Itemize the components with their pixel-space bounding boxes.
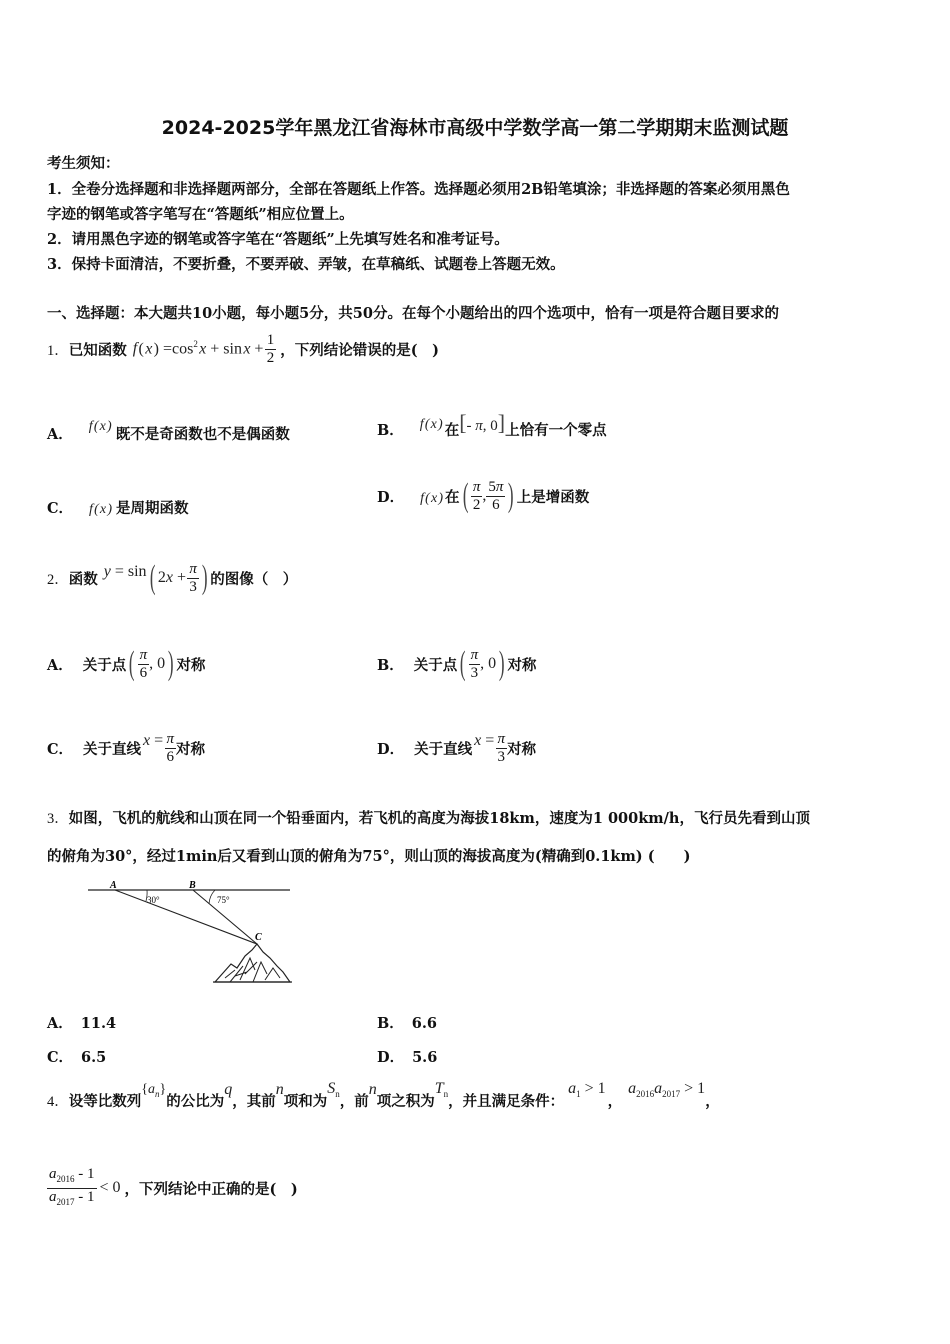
notice-item-1a: 1．全卷分选择题和非选择题两部分，全部在答题纸上作答。选择题必须用2B铅笔填涂；非选择题的答案必须用黑色: [47, 181, 790, 198]
option-2b[interactable]: [377, 640, 536, 688]
option-2d[interactable]: [377, 724, 536, 772]
formula-x: x =: [474, 732, 496, 749]
question-tail: ，下列结论中正确的是( ): [124, 1180, 298, 1198]
sight-line-a: [115, 890, 257, 944]
option-value: 5.6: [412, 1049, 438, 1066]
option-text: 是周期函数: [115, 499, 189, 517]
option-1a[interactable]: [47, 418, 290, 448]
option-pre: 关于点: [82, 656, 127, 674]
option-label: D．: [377, 740, 405, 758]
question-2: [47, 552, 297, 604]
formula-a1: $a_1 > 1$: [568, 1080, 606, 1100]
paren-left: (: [460, 645, 466, 682]
label-c: C: [255, 932, 262, 943]
option-label: B．: [377, 421, 404, 439]
option-2a[interactable]: [47, 640, 205, 688]
mountain-figure: [85, 878, 295, 988]
question-text: 项之积为: [376, 1092, 435, 1110]
option-1b[interactable]: [377, 412, 607, 446]
paren-right: ): [508, 477, 514, 514]
question-text: ，前: [339, 1092, 369, 1110]
question-lead: 设等比数列: [68, 1092, 142, 1110]
option-text: 上恰有一个零点: [505, 421, 607, 439]
question-number: 4．: [47, 1093, 69, 1110]
option-label: B．: [377, 1015, 404, 1032]
paren-left: (: [149, 559, 156, 596]
option-value: 6.5: [81, 1049, 107, 1066]
option-mid: 在: [445, 488, 460, 506]
question-3-line-2: 的俯角为30°，经过1min后又看到山顶的俯角为75°，则山顶的海拔高度为(精确到0.1km) ( ): [47, 848, 691, 865]
formula-frac: $\frac{\pi}{3}$: [189, 560, 197, 595]
notice-item-1b: 字迹的钢笔或答字笔写在“答题纸”相应位置上。: [47, 206, 354, 223]
option-value: 6.6: [411, 1015, 437, 1032]
comma: ，: [705, 1092, 720, 1110]
option-value: 11.4: [80, 1015, 117, 1032]
option-label: D．: [377, 488, 405, 506]
comma: ，: [607, 1092, 623, 1110]
formula-frac: $\frac{5\pi}{6}$: [488, 478, 504, 513]
option-label: A．: [47, 1015, 73, 1032]
question-number: 3．: [47, 811, 69, 827]
option-label: A．: [47, 656, 73, 674]
formula-interval: [- π, 0]: [459, 410, 506, 435]
paren-right: ): [167, 645, 174, 682]
formula-n: n: [368, 1081, 377, 1098]
option-post: 对称: [176, 740, 206, 758]
formula-paren: ( x ) $=\cos^2$ x + sin x +: [137, 339, 265, 358]
formula-fx: f ( x ): [419, 417, 443, 432]
label-a: A: [110, 880, 117, 891]
option-3a[interactable]: [47, 1012, 116, 1033]
paren-left: (: [129, 645, 135, 682]
formula-y: y = sin: [103, 563, 147, 580]
angle-label-75: 75°: [217, 895, 230, 905]
option-label: C．: [47, 1049, 74, 1066]
question-tail: ，下列结论错误的是( ): [280, 341, 440, 359]
formula-half: $\frac{1}{2}$: [266, 331, 275, 366]
option-1c[interactable]: [47, 492, 188, 522]
formula-zero: , 0: [149, 655, 166, 672]
paren-right: ): [498, 645, 505, 682]
formula-f: f: [132, 340, 138, 357]
paren-left: (: [462, 477, 469, 514]
angle-arc-75: [209, 890, 215, 904]
formula-n: n: [275, 1081, 284, 1098]
question-lead: 函数: [68, 570, 98, 588]
formula-frac: $\frac{\pi}{3}$: [497, 730, 506, 765]
option-text: 上是增函数: [516, 488, 590, 506]
formula-sn: $S_n$: [327, 1080, 340, 1100]
formula-frac: $\frac{\pi}{6}$: [166, 730, 175, 765]
question-tail: 的图像（ ）: [210, 570, 298, 588]
formula-comma: ,: [482, 487, 487, 504]
section-heading: 一、选择题：本大题共10小题，每小题5分，共50分。在每个小题给出的四个选项中，恰有一项是符合题目要求的: [47, 305, 779, 322]
formula-fx: f ( x ): [88, 419, 112, 434]
question-text: ，其前: [232, 1092, 276, 1110]
formula-q: q: [224, 1081, 233, 1098]
formula-frac: $\frac{\pi}{6}$: [139, 646, 148, 681]
question-1: [47, 326, 439, 372]
question-3-line-1: [47, 807, 810, 828]
option-mid: 在: [444, 421, 460, 439]
notice-item-3: 3．保持卡面清洁，不要折叠，不要弄破、弄皱，在草稿纸、试题卷上答题无效。: [47, 256, 565, 273]
option-pre: 关于直线: [83, 740, 142, 758]
option-3b[interactable]: [377, 1012, 437, 1033]
formula-zero: , 0: [480, 655, 497, 672]
option-post: 对称: [176, 656, 206, 674]
formula-fx: f ( x ): [420, 491, 444, 506]
formula-tn: $T_n$: [434, 1080, 449, 1100]
option-label: B．: [377, 656, 404, 674]
option-label: C．: [47, 740, 74, 758]
option-label: D．: [377, 1049, 405, 1066]
option-label: A．: [47, 425, 73, 443]
option-3d[interactable]: [377, 1046, 437, 1067]
option-pre: 关于点: [413, 656, 458, 674]
label-b: B: [189, 880, 196, 891]
option-1d[interactable]: [377, 470, 589, 522]
paren-right: ): [201, 559, 208, 596]
formula-frac: $\frac{a_{2016} - 1}{a_{2017} - 1}$: [49, 1165, 95, 1207]
option-label: C．: [47, 499, 74, 517]
question-lead: 已知函数: [68, 341, 127, 359]
formula-frac: $\frac{\pi}{3}$: [470, 646, 479, 681]
option-3c[interactable]: [47, 1046, 106, 1067]
question-text: 的公比为: [166, 1092, 225, 1110]
formula-product: $a_{2016}a_{2017} > 1$: [628, 1080, 706, 1100]
formula-x: x =: [143, 732, 165, 749]
option-pre: 关于直线: [414, 740, 473, 758]
angle-label-30: 30°: [147, 895, 160, 905]
notice-heading: 考生须知：: [47, 155, 120, 172]
question-number: 1．: [47, 342, 69, 359]
notice-item-2: 2．请用黑色字迹的钢笔或答字笔在“答题纸”上先填写姓名和准考证号。: [47, 231, 509, 248]
option-post: 对称: [507, 656, 537, 674]
question-text: 项和为: [283, 1092, 328, 1110]
formula-frac: $\frac{\pi}{2}$: [472, 478, 481, 513]
page-title: 2024-2025学年黑龙江省海林市高级中学数学高一第二学期期末监测试题: [161, 117, 789, 139]
question-text: ，并且满足条件：: [448, 1092, 565, 1110]
question-4-condition: [47, 1164, 298, 1212]
formula-lt-zero: < 0: [99, 1179, 121, 1196]
formula-2x: 2x +: [157, 569, 188, 586]
option-post: 对称: [507, 740, 537, 758]
question-4: [47, 1078, 720, 1122]
option-text: 既不是奇函数也不是偶函数: [115, 425, 290, 443]
formula-an: $\{a_n\}$: [141, 1081, 167, 1099]
question-number: 2．: [47, 571, 69, 588]
option-2c[interactable]: [47, 724, 205, 772]
formula-fx: f ( x ): [89, 502, 112, 517]
question-text: 如图，飞机的航线和山顶在同一个铅垂面内，若飞机的高度为海拔18km，速度为1 000km/h，飞行员先看到山顶: [68, 810, 810, 827]
